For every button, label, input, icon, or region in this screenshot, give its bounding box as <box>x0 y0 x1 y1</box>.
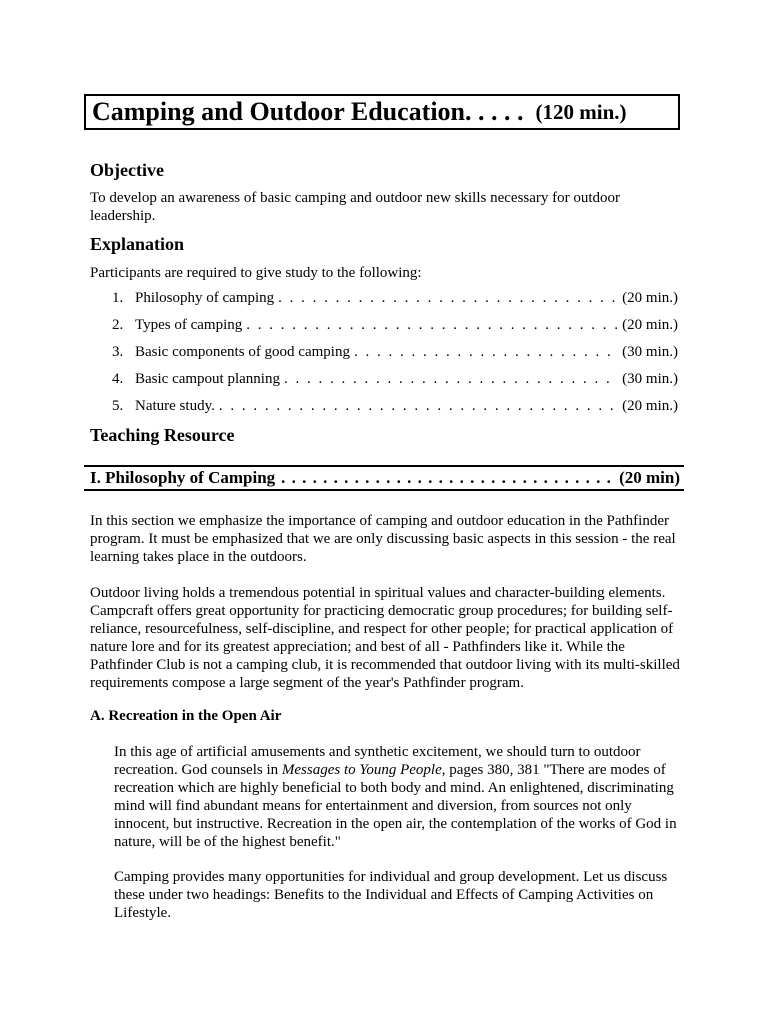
list-item-label: Basic components of good camping <box>135 344 350 360</box>
list-item <box>112 289 678 316</box>
list-item-time: (20 min.) <box>622 290 678 306</box>
teaching-resource-heading: Teaching Resource <box>90 425 235 445</box>
list-item-number: 2. <box>112 317 124 333</box>
explanation-heading: Explanation <box>90 234 185 254</box>
document-title: Camping and Outdoor Education. . . . . <box>92 97 524 126</box>
subsection-paragraph-1 <box>114 743 680 851</box>
list-item-label: Types of camping <box>135 317 243 333</box>
dot-leader <box>246 316 618 334</box>
dot-leader <box>354 343 618 361</box>
explanation-intro: Participants are required to give study to the following: <box>90 265 422 281</box>
document-duration: (120 min.) <box>535 99 627 124</box>
subsection-heading: A. Recreation in the Open Air <box>90 708 282 724</box>
section-paragraph-2: Outdoor living holds a tremendous potential in spiritual values and character-building elements. Campcraft offers great opportunity for practicing democratic group procedures; for building self-reliance, resourcefulness, self-discipline, and respect for other people; for practical application of nature lore and for its greatest appreciation; and best of all - Pathfinders like it. While the Pathfinder Club is not a camping club, it is recommended that outdoor living with its multi-skilled requirements compose a large segment of the year's Pathfinder program. <box>90 585 680 691</box>
document-title-box <box>84 94 680 130</box>
quote-body: , pages 380, 381 "There are modes of recreation which are highly beneficial to both body and mind. An enlightened, discriminating mind will find abundant means for entertainment and diversion, from sources not only innocent, but instructive. Recreation in the open air, the contemplation of the works of God in nature, will be of the highest benefit." <box>114 762 677 850</box>
list-item-label: Philosophy of camping <box>135 290 275 306</box>
list-item-number: 4. <box>112 371 124 387</box>
section-paragraph-1: In this section we emphasize the importance of camping and outdoor education in the Pathfinder program. It must be emphasized that we are only discussing basic aspects in this session - the real learning takes place in the outdoors. <box>90 513 676 565</box>
list-item-number: 1. <box>112 290 124 306</box>
dot-leader <box>284 370 618 388</box>
list-item <box>112 316 678 343</box>
section-heading: I. Philosophy of Camping <box>90 468 276 487</box>
dot-leader <box>278 289 618 307</box>
book-title: Messages to Young People <box>281 762 442 778</box>
dot-leader <box>219 397 618 415</box>
list-item-label: Nature study. <box>135 398 215 414</box>
list-item-label: Basic campout planning <box>135 371 280 387</box>
section-heading-bar <box>84 465 684 491</box>
quote-intro: In this age of artificial amusements and synthetic excitement, we should turn to outdoor recreation. God counsels in <box>114 744 641 778</box>
list-item-time: (20 min.) <box>622 317 678 333</box>
objective-heading: Objective <box>90 160 164 180</box>
list-item <box>112 370 678 397</box>
dot-leader <box>281 468 613 488</box>
list-item <box>112 343 678 370</box>
subsection-paragraph-2: Camping provides many opportunities for individual and group development. Let us discuss these under two headings: Benefits to the Individual and Effects of Camping Activities on Lifestyle. <box>114 869 668 921</box>
list-item-number: 5. <box>112 398 124 414</box>
list-item-number: 3. <box>112 344 124 360</box>
objective-text: To develop an awareness of basic camping and outdoor new skills necessary for outdoor leadership. <box>90 190 621 224</box>
topic-list <box>112 289 678 424</box>
list-item-time: (30 min.) <box>622 371 678 387</box>
section-time: (20 min) <box>619 468 680 487</box>
list-item-time: (30 min.) <box>622 344 678 360</box>
list-item <box>112 397 678 424</box>
list-item-time: (20 min.) <box>622 398 678 414</box>
